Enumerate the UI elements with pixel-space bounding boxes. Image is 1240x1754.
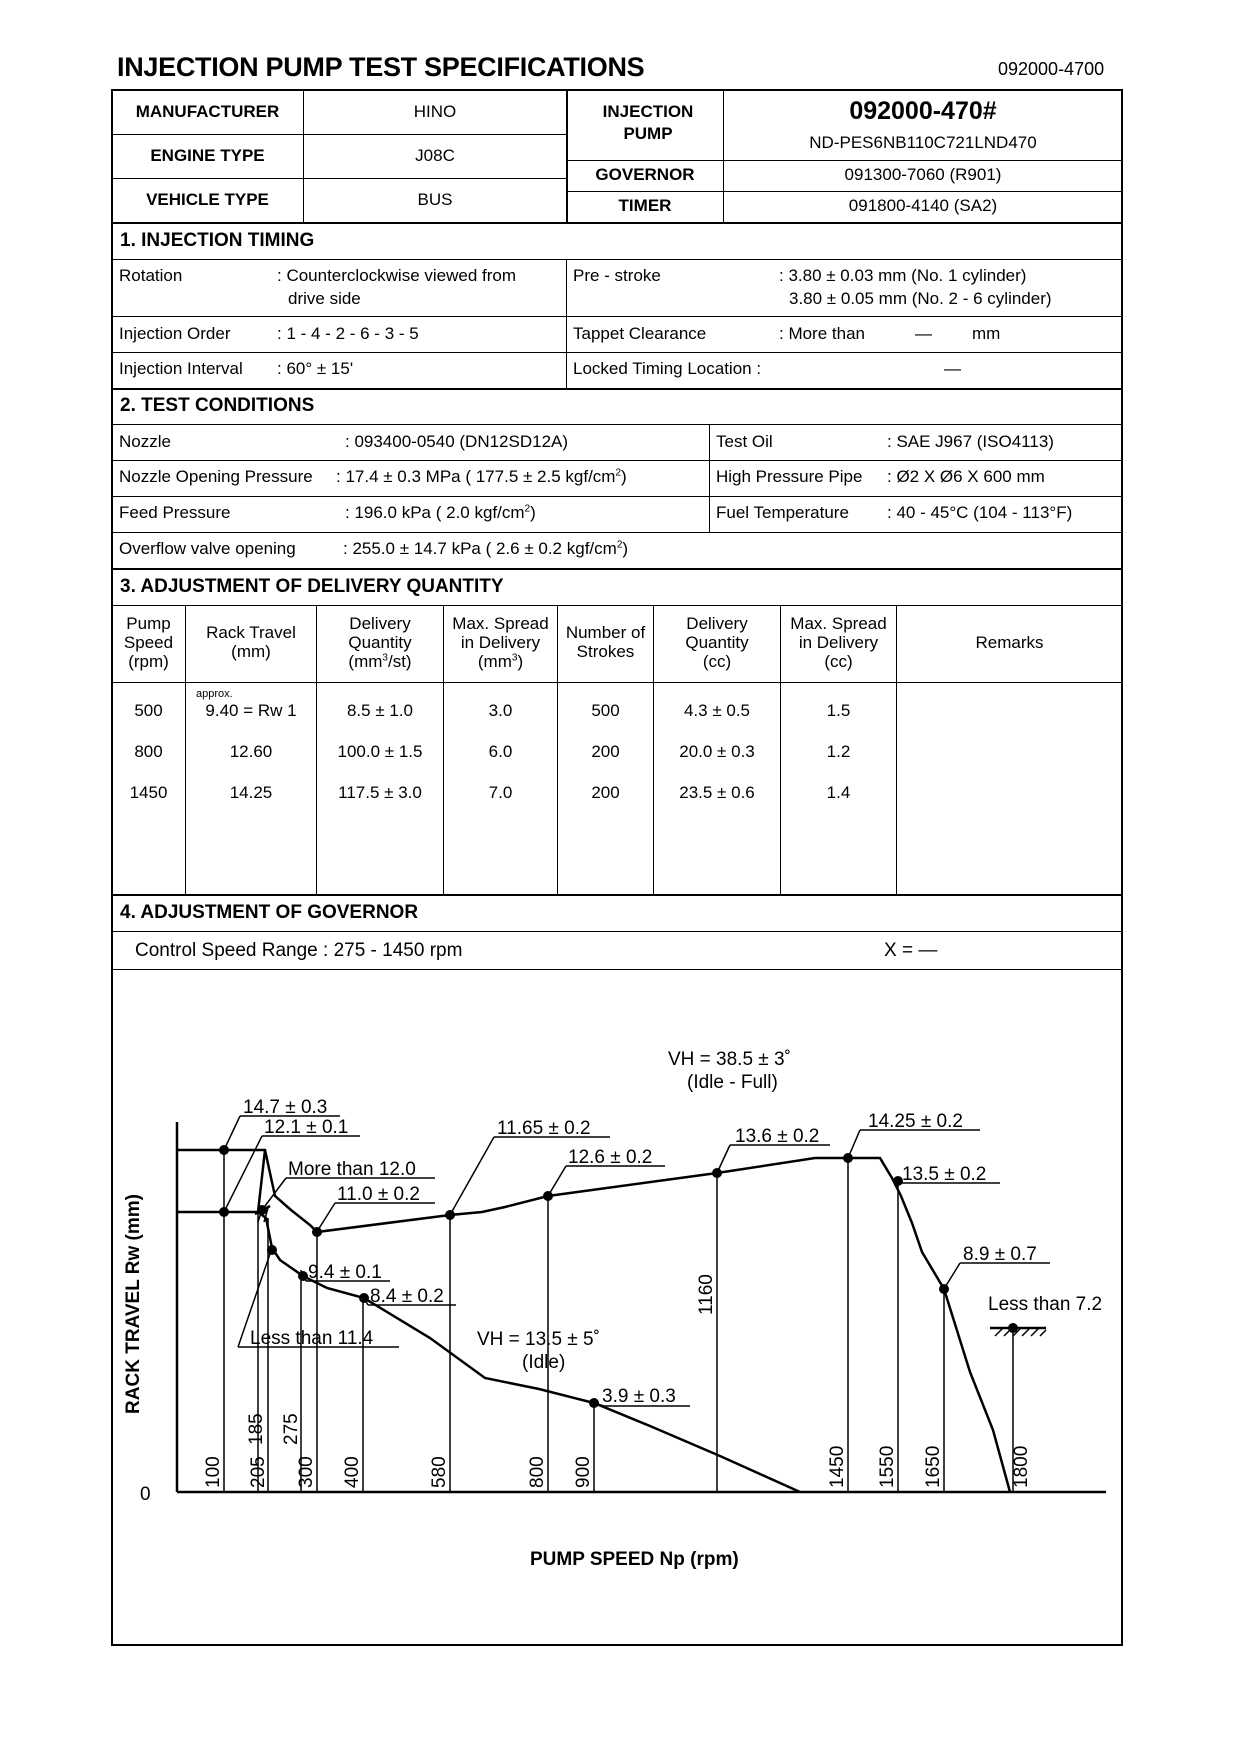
- speed-tick-label: 1650: [923, 1445, 944, 1488]
- col-header-remarks: Remarks: [975, 633, 1044, 652]
- speed-tick-label: 185: [246, 1413, 267, 1445]
- vh-idle-line1: VH = 13.5 ± 5˚: [477, 1329, 600, 1350]
- tappet-unit: mm: [972, 324, 1001, 343]
- tappet-value: —: [915, 324, 932, 343]
- y-axis-label: RACK TRAVEL Rw (mm): [123, 1194, 144, 1414]
- callout-label: 14.7 ± 0.3: [243, 1097, 328, 1118]
- hpp-value: : Ø2 X Ø6 X 600 mm: [887, 467, 1045, 486]
- speed-tick-label: 1800: [1011, 1445, 1032, 1488]
- tappet-prefix: : More than: [779, 324, 865, 343]
- overflow-value: : 255.0 ± 14.7 kPa ( 2.6 ± 0.2 kgf/$cm^2$): [343, 539, 629, 558]
- speed-tick-label: 800: [527, 1456, 548, 1488]
- section-delivery-quantity: 3. ADJUSTMENT OF DELIVERY QUANTITY: [120, 576, 504, 597]
- rotation-value: : Counterclockwise viewed from: [277, 266, 517, 285]
- nozzle-label: Nozzle: [119, 432, 171, 451]
- callout-label: 8.4 ± 0.2: [370, 1286, 444, 1307]
- origin-label: 0: [140, 1484, 151, 1505]
- col-header-rack-travel: Rack Travel (mm): [206, 623, 296, 661]
- pump-number: 092000-470#: [849, 97, 997, 125]
- test-oil-label: Test Oil: [716, 432, 773, 451]
- prestroke-value: : 3.80 ± 0.03 mm (No. 1 cylinder): [779, 266, 1027, 285]
- tappet-label: Tappet Clearance: [573, 324, 707, 343]
- locked-timing-label: Locked Timing Location :: [573, 359, 762, 378]
- locked-timing-value: —: [944, 359, 961, 378]
- engine-type-label: ENGINE TYPE: [150, 146, 265, 165]
- fuel-temp-value: : 40 - 45°C (104 - 113°F): [887, 503, 1073, 522]
- x-value: X = —: [884, 940, 938, 961]
- feed-pressure-label: Feed Pressure: [119, 503, 231, 522]
- callout-label: 11.65 ± 0.2: [497, 1118, 591, 1139]
- vh-full-line1: VH = 38.5 ± 3˚: [668, 1049, 791, 1070]
- col-header-number-of-strokes: Number of Strokes: [565, 623, 646, 661]
- nop-value: : 17.4 ± 0.3 MPa ( 177.5 ± 2.5 kgf/$cm^2$): [336, 467, 627, 486]
- callout-label: 8.9 ± 0.7: [963, 1244, 1037, 1265]
- timer-value: 091800-4140 (SA2): [848, 196, 998, 215]
- test-oil-value: : SAE J967 (ISO4113): [887, 432, 1054, 451]
- governor-value: 091300-7060 (R901): [844, 165, 1002, 184]
- manufacturer-label: MANUFACTURER: [135, 102, 280, 121]
- callout-label: 13.5 ± 0.2: [902, 1164, 987, 1185]
- speed-tick-label: 275: [281, 1413, 302, 1445]
- governor-label: GOVERNOR: [595, 165, 695, 184]
- callout-label: 3.9 ± 0.3: [602, 1386, 676, 1407]
- injection-interval-label: Injection Interval: [119, 359, 243, 378]
- vehicle-type-label: VEHICLE TYPE: [146, 190, 269, 209]
- injection-order-label: Injection Order: [119, 324, 231, 343]
- nozzle-value: : 093400-0540 (DN12SD12A): [345, 432, 569, 451]
- vehicle-type-value: BUS: [417, 190, 453, 209]
- speed-tick-label: 900: [573, 1456, 594, 1488]
- control-speed-range: Control Speed Range : 275 - 1450 rpm: [135, 940, 463, 961]
- callout-label: More than 12.0: [288, 1159, 416, 1180]
- speed-tick-label: 100: [203, 1456, 224, 1488]
- pump-model: ND-PES6NB110C721LND470: [809, 133, 1037, 152]
- col-header-pump-speed: Pump Speed (rpm): [123, 614, 174, 671]
- prestroke-label: Pre - stroke: [573, 266, 661, 285]
- speed-tick-label: 1160: [696, 1274, 717, 1315]
- vh-full-line2: (Idle - Full): [687, 1072, 778, 1093]
- manufacturer-value: HINO: [413, 102, 457, 121]
- callout-label: 12.6 ± 0.2: [568, 1147, 653, 1168]
- vh-idle-line2: (Idle): [522, 1352, 566, 1373]
- feed-pressure-value: : 196.0 kPa ( 2.0 kgf/$cm^2$): [345, 503, 536, 522]
- fuel-temp-label: Fuel Temperature: [716, 503, 849, 522]
- col-header-delivery-quantity: Delivery Quantity $(mm^3/st)$: [348, 614, 412, 671]
- approx-note: approx.: [196, 688, 233, 700]
- speed-tick-label: 400: [342, 1456, 363, 1488]
- x-axis-label: PUMP SPEED Np (rpm): [530, 1549, 739, 1570]
- doc-number: 092000-4700: [998, 59, 1105, 79]
- speed-tick-label: 1550: [877, 1445, 898, 1488]
- speed-tick-label: 1450: [827, 1445, 848, 1488]
- section-governor: 4. ADJUSTMENT OF GOVERNOR: [120, 902, 419, 923]
- engine-type-value: J08C: [415, 146, 455, 165]
- callout-label: 14.25 ± 0.2: [868, 1111, 963, 1132]
- speed-tick-label: 300: [296, 1456, 317, 1488]
- callout-label: Less than 11.4: [250, 1328, 374, 1349]
- nop-label: Nozzle Opening Pressure: [119, 467, 313, 486]
- injection-pump-label: INJECTION PUMP: [602, 102, 694, 143]
- callout-label: 9.4 ± 0.1: [308, 1262, 382, 1283]
- injection-interval-value: : 60° ± 15': [277, 359, 354, 378]
- timer-label: TIMER: [618, 196, 672, 215]
- section-injection-timing: 1. INJECTION TIMING: [120, 230, 315, 251]
- prestroke-value-2: 3.80 ± 0.05 mm (No. 2 - 6 cylinder): [789, 289, 1052, 308]
- callout-label: 12.1 ± 0.1: [264, 1117, 349, 1138]
- col-header-max-spread-cc: Max. Spread in Delivery (cc): [790, 614, 887, 671]
- section-test-conditions: 2. TEST CONDITIONS: [120, 395, 315, 416]
- injection-order-value: : 1 - 4 - 2 - 6 - 3 - 5: [277, 324, 419, 343]
- rotation-label: Rotation: [119, 266, 183, 285]
- speed-tick-label: 580: [429, 1456, 450, 1488]
- governor-graph: [112, 970, 1122, 1640]
- col-header-delivery-cc: Delivery Quantity (cc): [685, 614, 749, 671]
- col-header-max-spread: Max. Spread in Delivery $(mm^3)$: [452, 614, 549, 671]
- speed-tick-label: 205: [248, 1456, 269, 1488]
- rotation-value-2: drive side: [288, 289, 361, 308]
- callout-label: 11.0 ± 0.2: [337, 1184, 420, 1205]
- callout-label: Less than 7.2: [988, 1294, 1103, 1315]
- callout-label: 13.6 ± 0.2: [735, 1126, 820, 1147]
- overflow-label: Overflow valve opening: [119, 539, 296, 558]
- page-title: INJECTION PUMP TEST SPECIFICATIONS: [117, 52, 645, 82]
- hpp-label: High Pressure Pipe: [716, 467, 863, 486]
